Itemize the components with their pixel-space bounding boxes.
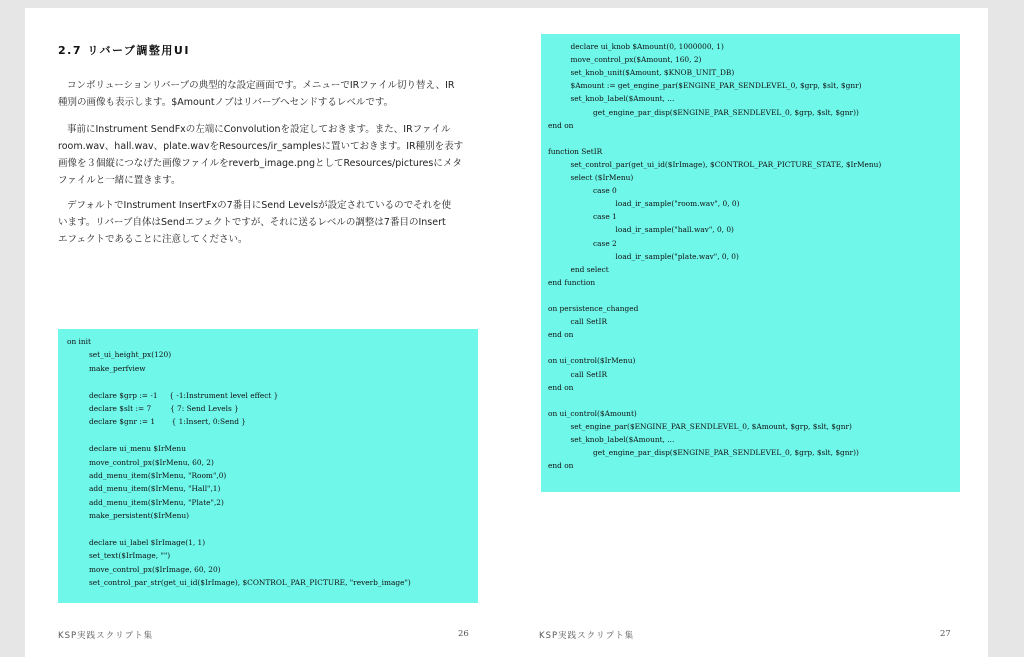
footer-book-title: KSP実践スクリプト集 [58, 631, 154, 641]
footer-book-title: KSP実践スクリプト集 [539, 631, 635, 641]
code-block-left [58, 329, 478, 603]
left-page [25, 8, 507, 657]
code-line: case 2 [593, 238, 617, 248]
code-line: end on [548, 461, 574, 471]
paragraph-line: 画像を３個縦につなげた画像ファイルをreverb_image.pngとしてResources/picturesにメタ [58, 158, 462, 169]
code-line: declare ui_label $IrImage(1, 1) [89, 538, 206, 547]
paragraph-1 [58, 77, 482, 111]
page-number: 26 [458, 629, 469, 639]
code-line: on ui_control($IrMenu) [548, 356, 636, 366]
code-line: $Amount := get_engine_par($ENGINE_PAR_SENDLEVEL_0, $grp, $slt, $gnr) [570, 81, 862, 91]
code-line: set_knob_label($Amount, ... [570, 435, 675, 444]
paragraph-line: 種別の画像も表示します。$Amountノブはリバーブへセンドするレベルです。 [58, 97, 394, 108]
code-line: declare $grp := -1 { -1:Instrument level effect } [89, 390, 279, 400]
code-line: add_menu_item($IrMenu, "Hall",1) [89, 484, 221, 494]
code-line: add_menu_item($IrMenu, "Plate",2) [89, 497, 224, 507]
paragraph-line: 事前にInstrument SendFxの左端にConvolutionを設定しておきます。また、IRファイル [67, 124, 451, 135]
code-line: on ui_control($Amount) [548, 408, 637, 418]
code-line: set_knob_label($Amount, ... [570, 94, 675, 104]
code-block-right [541, 34, 960, 492]
page-number: 27 [940, 629, 951, 639]
code-line: end on [548, 382, 574, 392]
code-line: case 1 [593, 212, 617, 222]
code-line: end on [548, 120, 574, 130]
code-line: move_control_px($IrMenu, 60, 2) [89, 457, 214, 467]
code-line: set_control_par(get_ui_id($IrImage), $CONTROL_PAR_PICTURE_STATE, $IrMenu) [570, 159, 882, 169]
code-line: call SetIR [570, 369, 608, 379]
code-line: end on [548, 330, 574, 340]
code-line: select ($IrMenu) [570, 173, 634, 182]
code-line: declare $slt := 7 { 7: Send Levels } [89, 404, 239, 413]
code-line: load_ir_sample("room.wav", 0, 0) [615, 199, 740, 209]
paragraph-3 [58, 197, 482, 248]
code-line: move_control_px($Amount, 160, 2) [570, 55, 702, 65]
code-line: declare $gnr := 1 { 1:Insert, 0:Send } [89, 417, 246, 427]
code-line: declare ui_menu $IrMenu [89, 444, 186, 454]
paragraph-line: ファイルと一緒に置きます。 [58, 175, 181, 186]
code-line: case 0 [593, 186, 617, 196]
code-line: set_control_par_str(get_ui_id($IrImage), $CONTROL_PAR_PICTURE, "reverb_image") [89, 578, 411, 588]
code-line: get_engine_par_disp($ENGINE_PAR_SENDLEVEL_0, $grp, $slt, $gnr)) [593, 448, 859, 458]
code-line: declare ui_knob $Amount(0, 1000000, 1) [570, 42, 724, 51]
code-line: end function [548, 277, 596, 287]
paragraph-2 [58, 121, 482, 189]
code-line: set_engine_par($ENGINE_PAR_SENDLEVEL_0, $Amount, $grp, $slt, $gnr) [570, 421, 852, 431]
code-line: move_control_px($IrImage, 60, 20) [89, 564, 221, 574]
code-line: set_text($IrImage, "") [89, 551, 171, 561]
code-line: make_perfview [89, 363, 146, 373]
code-line: load_ir_sample("hall.wav", 0, 0) [615, 225, 734, 235]
code-line: get_engine_par_disp($ENGINE_PAR_SENDLEVEL_0, $grp, $slt, $gnr)) [593, 107, 859, 117]
code-line: end select [570, 264, 609, 274]
code-line: on persistence_changed [548, 304, 639, 313]
code-line: add_menu_item($IrMenu, "Room",0) [89, 471, 227, 480]
code-line: load_ir_sample("plate.wav", 0, 0) [615, 251, 739, 261]
paragraph-line: デフォルトでInstrument InsertFxの7番目にSend Levelsが設定されているのでそれを使 [67, 200, 452, 211]
paragraph-line: room.wav、hall.wav、plate.wavをResources/ir_samplesに置いておきます。IR種別を表す [58, 141, 464, 152]
paragraph-line: います。リバーブ自体はSendエフェクトですが、それに送るレベルの調整は7番目のInsert [58, 217, 446, 228]
code-line: make_persistent($IrMenu) [89, 511, 190, 521]
code-line: function SetIR [548, 146, 603, 156]
section-heading: 2.7 リバーブ調整用UI [58, 44, 190, 57]
paragraph-line: コンボリューションリバーブの典型的な設定画面です。メニューでIRファイル切り替え、IR [67, 80, 455, 91]
code-line: on init [67, 337, 92, 346]
right-page [507, 8, 988, 657]
code-line: set_knob_unit($Amount, $KNOB_UNIT_DB) [570, 68, 735, 78]
code-line: set_ui_height_px(120) [89, 350, 172, 360]
code-line: call SetIR [570, 317, 608, 327]
paragraph-line: エフェクトであることに注意してください。 [58, 234, 248, 245]
